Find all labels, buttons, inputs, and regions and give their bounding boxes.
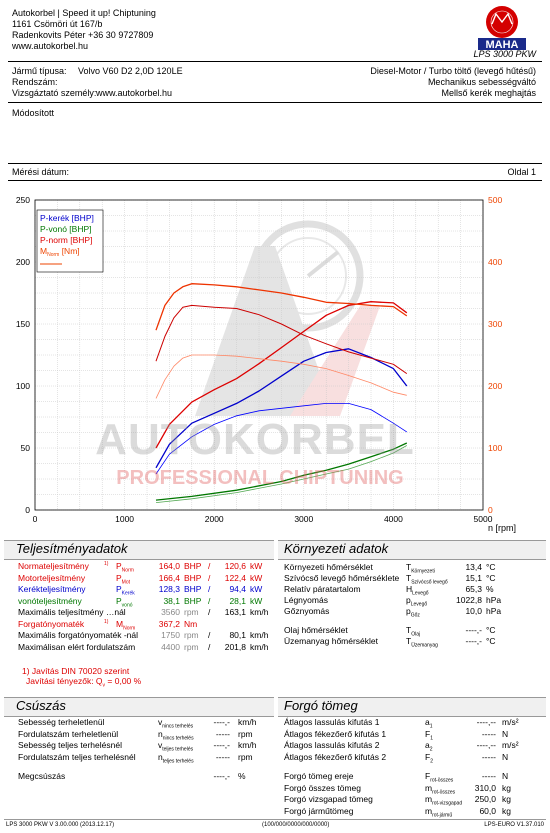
perf-unit-2: kW xyxy=(250,595,263,606)
row-symbol-main: T xyxy=(406,636,412,646)
row-symbol-sub: nincs terhelés xyxy=(162,735,194,742)
vehicle-type-label: Jármű típusa: xyxy=(12,66,67,76)
row-label: Relatív páratartalom xyxy=(284,584,361,594)
row-value: ----,-- xyxy=(476,740,496,750)
row-symbol-sub: 1 xyxy=(430,735,433,742)
perf-symbol-main: P xyxy=(116,561,122,571)
perf-symbol-main: M xyxy=(116,618,124,629)
watermark-gauge xyxy=(195,224,380,416)
row-value: 1022,8 xyxy=(456,595,482,605)
footnote-factor-label: Javítási tényezők: Q xyxy=(26,676,103,686)
perf-value-1: 3560 xyxy=(161,607,180,617)
row-value: 65,3 xyxy=(465,584,482,594)
row-label: Átlagos lassulás kifutás 2 xyxy=(284,740,380,750)
row-symbol-sub: nincs terhelés xyxy=(162,723,194,730)
row-label: Megcsúszás xyxy=(18,771,66,781)
perf-value-1: 367,2 xyxy=(158,618,180,629)
row-label: Átlagos fékezőerő kifutás 1 xyxy=(284,728,387,739)
row-symbol-sub: Olaj xyxy=(411,631,421,638)
y-left-tick-label: 150 xyxy=(15,319,30,329)
y-right-tick-label: 200 xyxy=(488,381,503,391)
x-tick-label: 1000 xyxy=(115,514,135,524)
x-tick-label: 4000 xyxy=(383,514,403,524)
perf-separator: / xyxy=(208,561,211,571)
perf-label: Motorteljesítmény xyxy=(18,572,86,583)
footer-right: LPS-EURO V1.37.010 xyxy=(484,822,544,828)
registration-label: Rendszám: xyxy=(12,77,58,87)
row-symbol-main: m xyxy=(425,794,433,804)
row-symbol-sub: Levegő xyxy=(410,601,428,608)
row-label: Olaj hőmérséklet xyxy=(284,625,348,635)
row-symbol-main: n xyxy=(158,751,163,762)
row-symbol-main: v xyxy=(158,740,163,750)
row-label: Forgó tömeg ereje xyxy=(284,771,354,781)
row-symbol-main: H xyxy=(406,584,413,594)
drive-type: Mellső kerék meghajtás xyxy=(441,88,536,98)
perf-symbol-main: P xyxy=(116,584,122,594)
perf-unit-2: kW xyxy=(250,572,263,583)
perf-value-1: 166,4 xyxy=(158,572,180,583)
row-value: ----,- xyxy=(465,625,482,635)
x-tick-label: 0 xyxy=(32,514,38,524)
measurement-date-label: Mérési dátum: xyxy=(12,167,70,177)
perf-value-1: 1750 xyxy=(161,630,180,640)
perf-separator: / xyxy=(208,584,211,594)
footer-left: LPS 3000 PKW V 3.00.000 (2013.12.17) xyxy=(6,822,115,828)
perf-label: Maximális forgatónyomaték -nál xyxy=(18,630,138,640)
row-value: 15,1 xyxy=(465,573,482,583)
row-label: Szívócső levegő hőmérséklete xyxy=(284,573,400,583)
environment-title: Környezeti adatok xyxy=(284,541,389,556)
perf-unit-1: BHP xyxy=(184,572,202,583)
row-value: ----,- xyxy=(465,636,482,646)
row-unit: N xyxy=(502,751,509,762)
divider xyxy=(8,163,542,164)
y-left-tick-label: 200 xyxy=(15,257,30,267)
row-unit: kg xyxy=(502,805,511,816)
legend-m-sym: M xyxy=(40,246,48,256)
row-symbol xyxy=(425,752,433,767)
footer-center: (100/000/0000/000/0000) xyxy=(262,822,330,828)
row-unit: N xyxy=(502,728,509,739)
perf-unit-2: kW xyxy=(250,584,263,594)
rotating-title: Forgó tömeg xyxy=(284,698,358,713)
divider xyxy=(8,102,542,103)
company-line-3: Radenkovits Péter +36 30 9727809 xyxy=(12,30,154,40)
row-symbol-sub: rot-összes xyxy=(430,777,454,784)
legend-m-sub: Norm xyxy=(47,252,60,258)
divider xyxy=(4,819,546,820)
perf-separator: / xyxy=(208,641,211,652)
row-label: Átlagos fékezőerő kifutás 2 xyxy=(284,751,387,762)
row-symbol-main: F xyxy=(425,751,431,762)
row-symbol-sub: rot-összes xyxy=(432,789,456,796)
row-symbol-main: F xyxy=(425,728,431,739)
row-value: ----,- xyxy=(213,740,230,750)
row-symbol-sub: Levegő xyxy=(412,590,429,597)
perf-unit-2: km/h xyxy=(250,641,269,652)
legend-item-p-kerek: P-kerék [BHP] xyxy=(40,213,94,223)
row-symbol xyxy=(158,752,194,767)
perf-value-1: 38,1 xyxy=(163,595,180,606)
row-unit: hPa xyxy=(486,606,502,616)
y-left-tick-label: 50 xyxy=(20,443,30,453)
row-value: ----- xyxy=(215,728,230,739)
row-unit: °C xyxy=(486,573,496,583)
row-label: Átlagos lassulás kifutás 1 xyxy=(284,717,380,727)
row-unit: °C xyxy=(486,625,496,635)
row-symbol-sub: 2 xyxy=(429,746,433,753)
row-unit: km/h xyxy=(238,717,257,727)
perf-label: Maximálisan elért fordulatszám xyxy=(18,641,136,652)
row-label: Forgó járműtömeg xyxy=(284,805,354,816)
row-symbol-main: a xyxy=(425,717,430,727)
y-right-tick-label: 500 xyxy=(488,195,503,205)
logo-text: MAHA xyxy=(485,39,519,51)
vehicle-type-value: Volvo V60 D2 2,0D 120LE xyxy=(78,66,183,76)
x-tick-label: 3000 xyxy=(294,514,314,524)
row-unit: % xyxy=(238,771,246,781)
row-symbol-main: T xyxy=(406,562,412,572)
row-symbol-sub: rot-vizsgapad xyxy=(432,800,463,807)
row-symbol xyxy=(425,806,452,821)
row-symbol-sub: Üzemanyag xyxy=(411,642,438,649)
perf-value-2: 80,1 xyxy=(229,630,246,640)
engine-type: Diesel-Motor / Turbo töltő (levegő hűtésű) xyxy=(370,66,536,76)
row-symbol-main: m xyxy=(425,805,433,816)
perf-label: Kerékteljesítmény xyxy=(18,584,86,594)
perf-symbol-sub: vonó xyxy=(121,602,133,609)
perf-symbol-sub: Norm xyxy=(123,625,136,632)
footnote-din: 1) Javítás DIN 70020 szerint xyxy=(22,666,130,676)
row-label: Sebesség terheletlenül xyxy=(18,717,105,727)
row-value: ----- xyxy=(481,771,496,781)
dyno-chart xyxy=(0,186,550,536)
perf-value-1: 4400 xyxy=(161,641,180,652)
row-symbol-sub: rot-jármű xyxy=(432,812,453,819)
row-label: Sebesség teljes terhelésnél xyxy=(18,740,122,750)
gearbox-type: Mechanikus sebességváltó xyxy=(427,77,536,87)
row-unit: N xyxy=(502,771,509,781)
row-unit: rpm xyxy=(238,751,253,762)
row-symbol-main: n xyxy=(158,728,163,739)
x-axis-label: n [rpm] xyxy=(487,523,517,533)
perf-value-2: 94,4 xyxy=(229,584,246,594)
divider xyxy=(8,180,542,181)
perf-unit-1: Nm xyxy=(184,618,198,629)
row-label: Fordulatszám teljes terhelésnél xyxy=(18,751,136,762)
row-symbol-main: T xyxy=(406,573,412,583)
perf-unit-1: BHP xyxy=(184,595,202,606)
row-unit: kg xyxy=(502,782,511,793)
perf-label: vonóteljesítmény xyxy=(18,595,82,606)
legend-item-p-vono: P-vonó [BHP] xyxy=(40,224,92,234)
perf-unit-2: km/h xyxy=(250,607,269,617)
row-symbol xyxy=(406,606,420,621)
y-left-tick-label: 250 xyxy=(15,195,30,205)
perf-unit-2: km/h xyxy=(250,630,269,640)
row-label: Légnyomás xyxy=(284,595,328,605)
footnote-factor-sub: v xyxy=(102,682,106,689)
perf-separator: / xyxy=(208,572,211,583)
perf-value-2: 163,1 xyxy=(224,607,246,617)
perf-unit-1: rpm xyxy=(184,607,199,617)
row-value: ----,- xyxy=(213,717,230,727)
perf-footnote-mark: 1) xyxy=(104,618,109,625)
perf-value-1: 128,3 xyxy=(158,584,180,594)
performance-title: Teljesítményadatok xyxy=(16,541,128,556)
y-right-tick-label: 100 xyxy=(488,443,503,453)
perf-symbol-main: P xyxy=(116,595,122,606)
row-label: Fordulatszám terheletlenül xyxy=(18,728,119,739)
row-symbol-main: v xyxy=(158,717,163,727)
perf-label: Forgatónyomaték xyxy=(18,618,85,629)
logo-ring-text: Maschinenbau Haldenwang xyxy=(483,2,521,6)
product-name: LPS 3000 PKW xyxy=(473,49,536,59)
row-value: 310,0 xyxy=(474,782,496,793)
perf-unit-1: BHP xyxy=(184,561,202,571)
x-tick-label: 2000 xyxy=(204,514,224,524)
row-label: Üzemanyag hőmérséklet xyxy=(284,636,379,646)
perf-unit-1: rpm xyxy=(184,630,199,640)
x-tick-label: 5000 xyxy=(473,514,493,524)
perf-label: Maximális teljesítmény …nál xyxy=(18,607,126,617)
row-symbol-main: F xyxy=(425,771,431,781)
legend-item-p-norm: P-norm [BHP] xyxy=(40,235,93,245)
row-value: ----- xyxy=(481,728,496,739)
perf-footnote-mark: 1) xyxy=(104,561,109,567)
row-unit: m/s² xyxy=(502,740,519,750)
perf-unit-2: kW xyxy=(250,561,263,571)
tester-label: Vizsgáztató személy: xyxy=(12,88,97,98)
perf-symbol-main: P xyxy=(116,572,122,583)
perf-unit-1: rpm xyxy=(184,641,199,652)
perf-label: Normateljesítmény xyxy=(18,561,89,571)
row-unit: rpm xyxy=(238,728,253,739)
row-value: 250,0 xyxy=(474,794,496,804)
perf-separator: / xyxy=(208,630,211,640)
y-right-tick-label: 400 xyxy=(488,257,503,267)
row-symbol xyxy=(406,636,438,651)
perf-symbol-sub: Norm xyxy=(121,567,134,574)
row-symbol-main: T xyxy=(406,625,412,635)
divider xyxy=(8,61,542,62)
perf-symbol-sub: Kerék xyxy=(121,590,135,597)
y-left-tick-label: 0 xyxy=(25,505,30,515)
y-left-tick-label: 100 xyxy=(15,381,30,391)
row-symbol-sub: 1 xyxy=(429,723,433,730)
row-symbol-main: p xyxy=(406,606,411,616)
row-symbol-sub: teljes terhelés xyxy=(162,746,194,753)
row-value: ----- xyxy=(481,751,496,762)
row-unit: % xyxy=(486,584,494,594)
company-line-1: Autokorbel | Speed it up! Chiptuning xyxy=(12,8,156,18)
row-symbol-sub: Környezeti xyxy=(411,568,435,575)
row-unit: hPa xyxy=(486,595,502,605)
row-unit: km/h xyxy=(238,740,257,750)
company-line-2: 1161 Csömöri út 167/b xyxy=(12,19,103,29)
row-unit: kg xyxy=(502,794,511,804)
row-symbol-sub: teljes terhelés xyxy=(162,758,194,765)
watermark-line-1: AUTOKORBEL xyxy=(95,415,415,464)
footnote-factor xyxy=(26,676,141,691)
perf-separator: / xyxy=(208,595,211,606)
row-symbol-sub: Szívócső levegő xyxy=(411,579,448,586)
row-value: 60,0 xyxy=(479,805,496,816)
perf-value-2: 122,4 xyxy=(224,572,246,583)
watermark-line-2: PROFESSIONAL CHIPTUNING xyxy=(116,467,404,489)
row-value: ----,-- xyxy=(476,717,496,727)
row-value: 10,0 xyxy=(465,606,482,616)
row-symbol-sub: 2 xyxy=(430,758,433,765)
row-unit: °C xyxy=(486,562,496,572)
perf-value-2: 120,6 xyxy=(224,561,246,571)
footnote-factor-value: = 0,00 % xyxy=(105,676,142,686)
tester-value: www.autokorbel.hu xyxy=(96,88,173,98)
slip-title: Csúszás xyxy=(16,698,66,713)
modified-note: Módosított xyxy=(12,108,55,118)
y-right-tick-label: 300 xyxy=(488,319,503,329)
row-symbol-main: a xyxy=(425,740,430,750)
row-value: ----- xyxy=(215,751,230,762)
page-number: Oldal 1 xyxy=(507,167,536,177)
row-symbol-main: p xyxy=(406,595,411,605)
perf-value-1: 164,0 xyxy=(158,561,180,571)
row-value: 13,4 xyxy=(465,562,482,572)
row-label: Forgó vizsgapad tömeg xyxy=(284,794,373,804)
row-label: Forgó összes tömeg xyxy=(284,782,362,793)
chart-legend xyxy=(37,210,103,272)
perf-unit-1: BHP xyxy=(184,584,202,594)
row-unit: m/s² xyxy=(502,717,519,727)
row-symbol-sub: Gőz xyxy=(410,612,420,619)
company-line-4: www.autokorbel.hu xyxy=(12,41,89,51)
row-label: Gőznyomás xyxy=(284,606,330,616)
row-value: ----,- xyxy=(213,771,230,781)
y-right-tick-label: 0 xyxy=(488,505,493,515)
row-unit: °C xyxy=(486,636,496,646)
row-label: Környezeti hőmérséklet xyxy=(284,562,373,572)
perf-separator: / xyxy=(208,607,211,617)
perf-value-2: 201,8 xyxy=(224,641,246,652)
legend-m-suffix: [Nm] xyxy=(59,246,80,256)
perf-symbol-sub: Mot xyxy=(121,579,131,586)
company-header xyxy=(12,8,156,52)
row-symbol-main: m xyxy=(425,782,433,793)
perf-value-2: 28,1 xyxy=(229,595,246,606)
